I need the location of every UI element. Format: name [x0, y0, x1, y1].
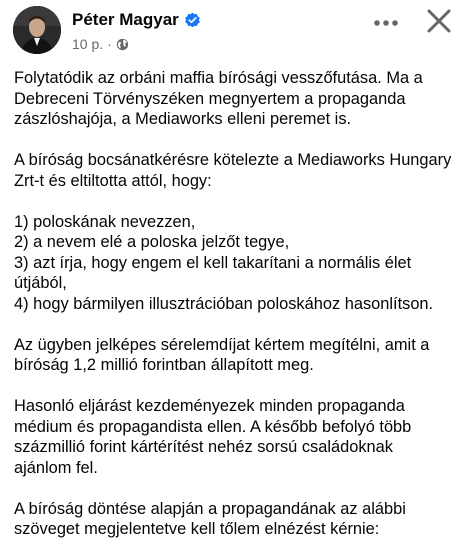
post-meta: [72, 35, 129, 53]
verified-badge-icon: [184, 12, 201, 29]
post-paragraph-6: A bíróság döntése alapján a propagandának az alábbi szöveget megjelentetve kell tőlem elnézést kérnie:: [14, 499, 406, 538]
post-body: [14, 68, 454, 560]
close-icon: [426, 8, 452, 39]
post-paragraph-4: Az ügyben jelképes sérelemdíjat kértem megítélni, amit a bíróság 1,2 millió forintban állapított meg.: [14, 335, 430, 374]
post-paragraph-5: Hasonló eljárást kezdeményezek minden propaganda médium és propagandista ellen. A később befolyó több százmillió forint kártérítést nehéz sorsú családoknak ajánlom fel.: [14, 397, 412, 477]
meta-separator: ·: [107, 36, 112, 52]
post-paragraph-1: Folytatódik az orbáni maffia bírósági vesszőfutása. Ma a Debreceni Törvényszéken megnyertem a propaganda zászlóshajója, a Mediaworks elleni peremet is.: [14, 69, 423, 128]
close-button[interactable]: [422, 6, 456, 40]
post-paragraph-2: A bíróság bocsánatkérésre kötelezte a Mediaworks Hungary Zrt-t és eltiltotta attól, hogy:: [14, 151, 452, 190]
post-header: [0, 0, 463, 62]
more-options-icon: [373, 14, 399, 32]
post-timestamp[interactable]: 10 p.: [72, 36, 104, 52]
more-options-button[interactable]: [371, 10, 401, 36]
avatar-image: [13, 6, 61, 54]
author-avatar[interactable]: [13, 6, 61, 54]
post-paragraph-list: 1) poloskának nevezzen, 2) a nevem elé a poloska jelzőt tegye, 3) azt írja, hogy engem el kell takarítani a normális élet útjából, 4) hogy bármilyen illusztrációban poloskához hasonlítson.: [14, 212, 434, 313]
globe-icon[interactable]: [116, 38, 129, 51]
author-name[interactable]: Péter Magyar: [72, 10, 179, 29]
author-row: [72, 8, 201, 32]
